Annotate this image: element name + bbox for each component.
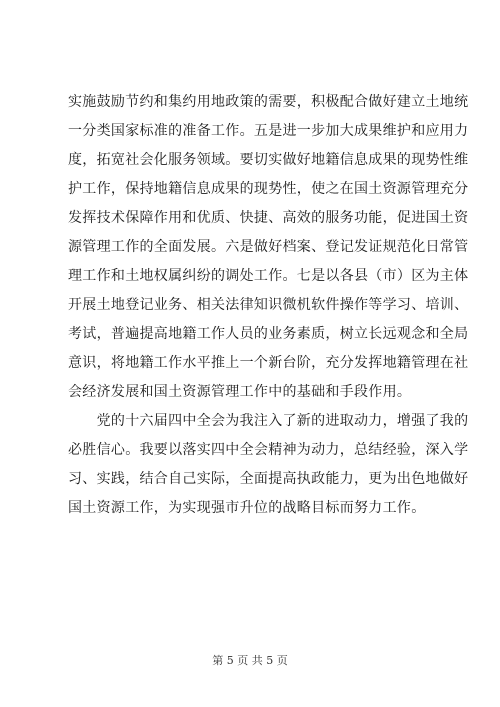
text-line: 国土资源工作，为实现强市升位的战略目标而努力工作。 <box>68 500 426 516</box>
text-line: 考试，普遍提高地籍工作人员的业务素质，树立长远观念和全局 <box>68 326 469 342</box>
text-line: 护工作，保持地籍信息成果的现势性，使之在国土资源管理充分 <box>68 181 469 197</box>
text-line: 会经济发展和国土资源管理工作中的基础和手段作用。 <box>68 384 412 400</box>
text-line: 党的十六届四中全会为我注入了新的进取动力，增强了我的 <box>68 413 469 429</box>
document-body <box>68 88 469 523</box>
text-line: 开展土地登记业务、相关法律知识微机软件操作等学习、培训、 <box>68 297 469 313</box>
text-line: 源管理工作的全面发展。六是做好档案、登记发证规范化日常管 <box>68 239 469 255</box>
text-line: 习、实践，结合自己实际，全面提高执政能力，更为出色地做好 <box>68 471 469 487</box>
text-line: 度，拓宽社会化服务领域。要切实做好地籍信息成果的现势性维 <box>68 152 469 168</box>
page-footer: 第 5 页 共 5 页 <box>212 654 288 667</box>
text-line: 必胜信心。我要以落实四中全会精神为动力，总结经验，深入学 <box>68 442 469 458</box>
text-line: 发挥技术保障作用和优质、快捷、高效的服务功能，促进国土资 <box>68 210 469 226</box>
text-line: 意识，将地籍工作水平推上一个新台阶，充分发挥地籍管理在社 <box>68 355 469 371</box>
text-line: 一分类国家标准的准备工作。五是进一步加大成果维护和应用力 <box>68 123 469 139</box>
text-line: 实施鼓励节约和集约用地政策的需要，积极配合做好建立土地统 <box>68 94 469 110</box>
text-line: 理工作和土地权属纠纷的调处工作。七是以各县（市）区为主体 <box>68 268 469 284</box>
